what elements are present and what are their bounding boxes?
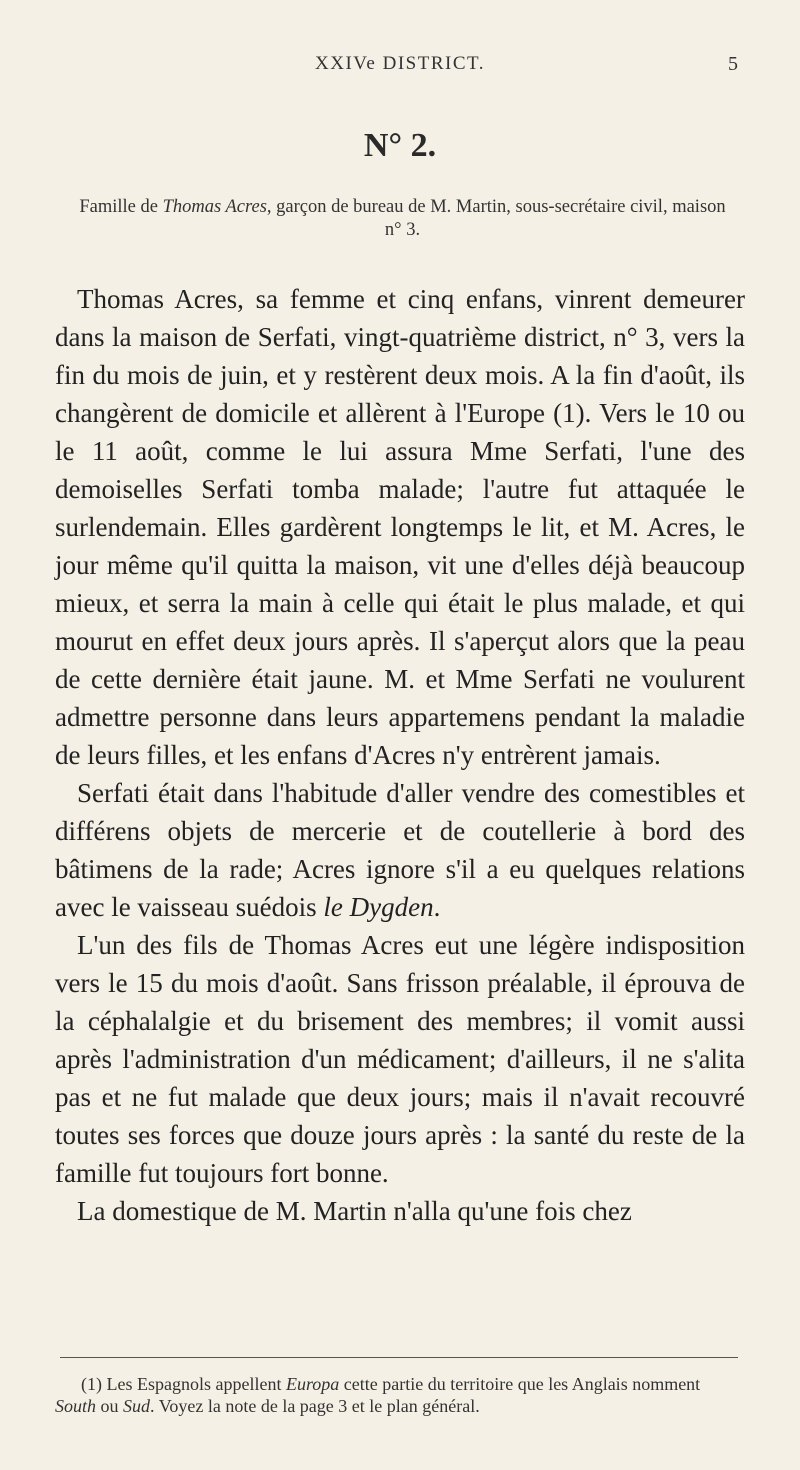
caption-text: Famille de xyxy=(79,197,163,217)
paragraph-4: La domestique de M. Martin n'alla qu'une fois chez xyxy=(77,1196,632,1226)
paragraph-2-end: . xyxy=(433,892,441,922)
footnote-text-3: ou xyxy=(96,1396,124,1416)
running-title: XXIVe DISTRICT. xyxy=(315,53,485,74)
footnote-text-2: cette partie du territoire que les Anglais nomment xyxy=(339,1374,701,1394)
caption-text-end: , garçon de bureau de M. Martin, sous-secrétaire civil, maison n° 3. xyxy=(266,197,726,240)
footnote xyxy=(55,1373,745,1417)
footnote-text-4: . Voyez la note de la page 3 et le plan général. xyxy=(150,1396,480,1416)
paragraph-1: Thomas Acres, sa femme et cinq enfans, vinrent demeurer dans la maison de Serfati, vingt-quatrième district, n° 3, vers la fin du mois de juin, et y restèrent deux mois. A la fin d'août, ils changèrent de domicile et allèrent à l'Europe (1). Vers le 10 ou le 11 août, comme le lui assura Mme Serfati, l'une des demoiselles Serfati tomba malade; l'autre fut attaquée le surlendemain. Elles gardèrent longtemps le lit, et M. Acres, le jour même qu'il quitta la maison, vit une d'elles déjà beaucoup mieux, et serra la main à celle qui était le plus malade, et qui mourut en effet deux jours après. Il s'aperçut alors que la peau de cette dernière était jaune. M. et Mme Serfati ne voulurent admettre personne dans leurs appartemens pendant la maladie de leurs filles, et les enfans d'Acres n'y entrèrent jamais. xyxy=(55,284,745,770)
footnote-term-europa: Europa xyxy=(285,1374,340,1394)
paragraph-2 xyxy=(55,774,745,926)
footnote-term-sud: Sud xyxy=(123,1396,151,1416)
section-title: N° 2. xyxy=(363,127,437,164)
paragraph-3: L'un des fils de Thomas Acres eut une légère indisposition vers le 15 du mois d'août. Sans frisson préalable, il éprouva de la céphalalgie et du brisement des membres; il vomit aussi après l'administration d'un médicament; d'ailleurs, il ne s'alita pas et ne fut malade que deux jours; mais il n'avait recouvré toutes ses forces que douze jours après : la santé du reste de la famille fut toujours fort bonne. xyxy=(55,930,745,1188)
caption-name: Thomas Acres xyxy=(162,197,267,217)
footnote-term-south: South xyxy=(55,1396,97,1416)
footnote-divider xyxy=(60,1357,738,1358)
section-caption xyxy=(75,196,730,242)
footnote-text: (1) Les Espagnols appellent xyxy=(81,1374,286,1394)
paragraph-2-text: Serfati était dans l'habitude d'aller vendre des comestibles et différens objets de mercerie et de coutellerie à bord des bâtimens de la rade; Acres ignore s'il a eu quelques relations avec le vaisseau suédois xyxy=(55,778,745,922)
page-number: 5 xyxy=(728,53,738,75)
body-text xyxy=(55,280,745,1230)
ship-name: le Dygden xyxy=(323,892,434,922)
page-header xyxy=(60,53,740,83)
